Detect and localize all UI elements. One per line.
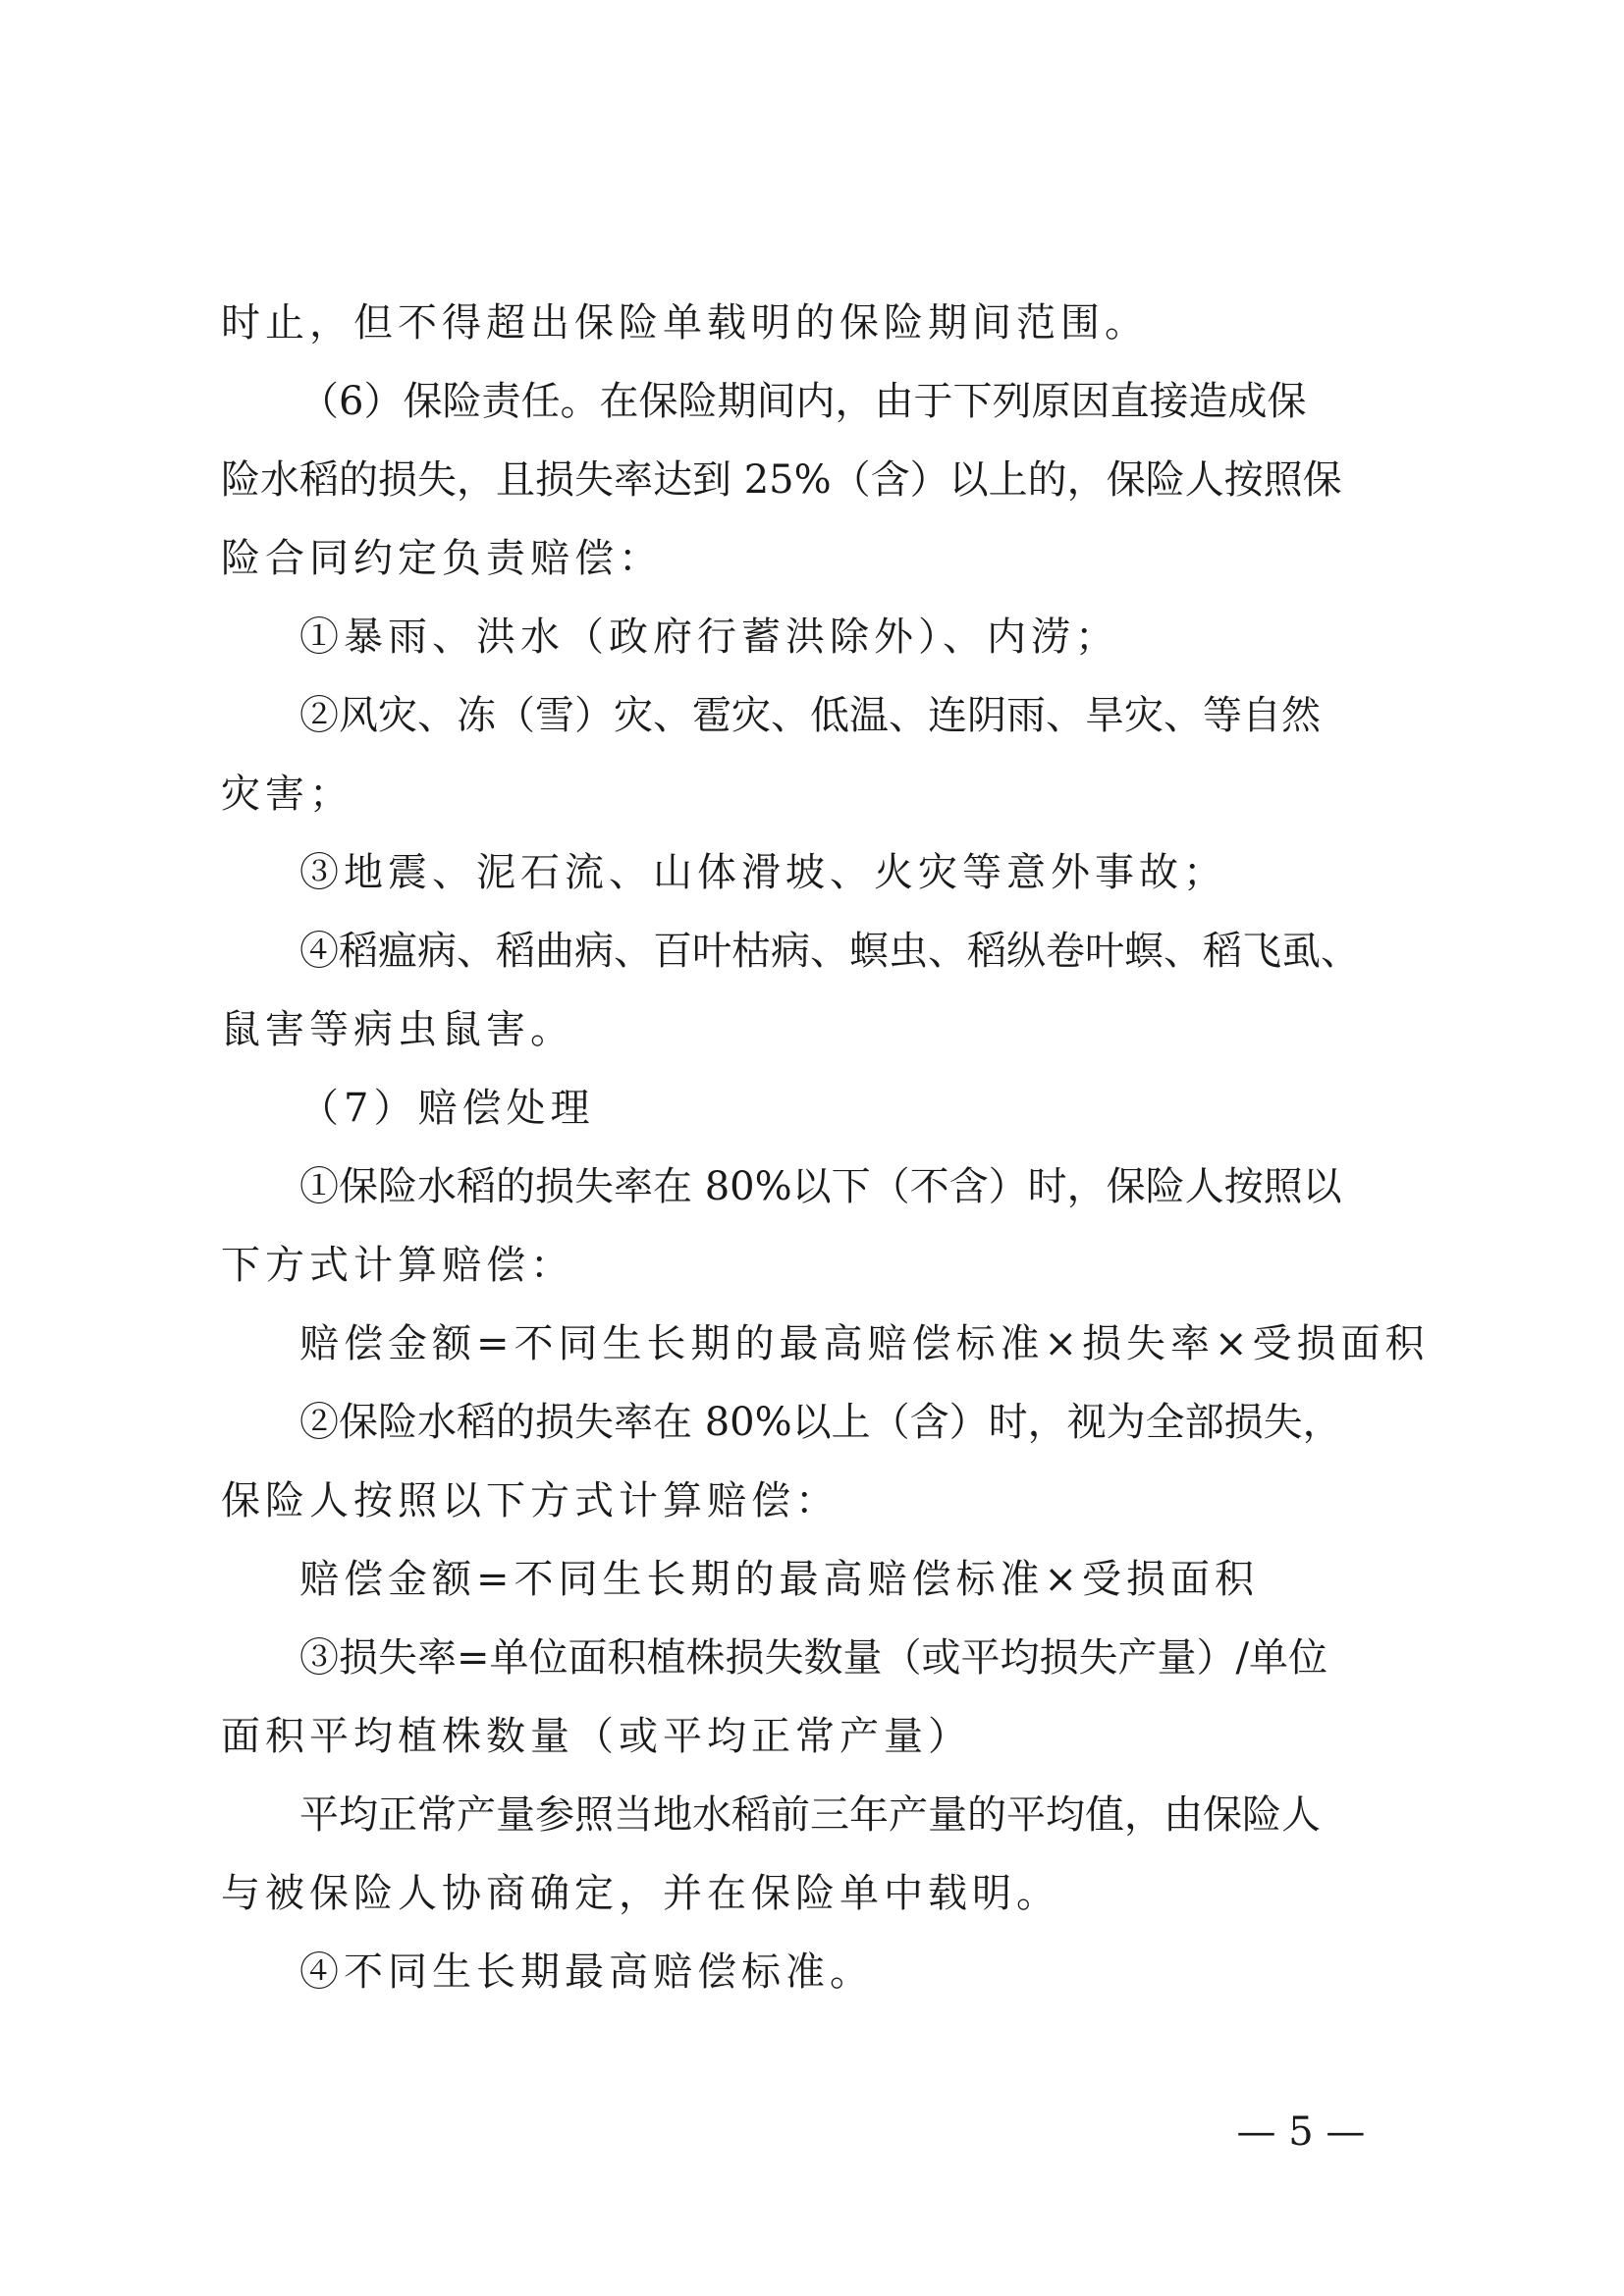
- list-item: ②保险水稻的损失率在 80%以上（含）时，视为全部损失，: [299, 1400, 1342, 1445]
- paragraph-line: 时止，但不得超出保险单载明的保险期间范围。: [221, 300, 1149, 346]
- formula-line: 赔偿金额=不同生长期的最高赔偿标准×损失率×受损面积: [299, 1321, 1430, 1366]
- paragraph-line: 与被保险人协商确定，并在保险单中载明。: [221, 1871, 1060, 1916]
- paragraph-line: （6）保险责任。在保险期间内，由于下列原因直接造成保: [299, 379, 1307, 424]
- list-item: ④不同生长期最高赔偿标准。: [299, 1949, 874, 1995]
- paragraph-line: 面积平均植株数量（或平均正常产量）: [221, 1714, 972, 1759]
- paragraph-line: 险水稻的损失，且损失率达到 25%（含）以上的，保险人按照保: [221, 457, 1342, 503]
- page-number: — 5 —: [1236, 2109, 1366, 2155]
- section-heading: （7）赔偿处理: [299, 1086, 595, 1131]
- paragraph-line: 平均正常产量参照当地水稻前三年产量的平均值，由保险人: [299, 1792, 1321, 1838]
- paragraph-line: 灾害；: [221, 772, 353, 817]
- paragraph-line: 下方式计算赔偿：: [221, 1243, 574, 1288]
- paragraph-line: 保险人按照以下方式计算赔偿：: [221, 1478, 839, 1523]
- list-item: ①保险水稻的损失率在 80%以下（不含）时，保险人按照以: [299, 1164, 1342, 1209]
- list-item: ②风灾、冻（雪）灾、雹灾、低温、连阴雨、旱灾、等自然: [299, 693, 1321, 738]
- list-item: ④稻瘟病、稻曲病、百叶枯病、螟虫、稻纵卷叶螟、稻飞虱、: [299, 929, 1360, 974]
- list-item: ③损失率=单位面积植株损失数量（或平均损失产量）/单位: [299, 1635, 1327, 1681]
- list-item: ①暴雨、洪水（政府行蓄洪除外）、内涝；: [299, 614, 1119, 660]
- formula-line: 赔偿金额=不同生长期的最高赔偿标准×受损面积: [299, 1557, 1260, 1602]
- paragraph-line: 险合同约定负责赔偿：: [221, 536, 663, 581]
- list-item: ③地震、泥石流、山体滑坡、火灾等意外事故；: [299, 850, 1227, 895]
- paragraph-line: 鼠害等病虫鼠害。: [221, 1007, 574, 1052]
